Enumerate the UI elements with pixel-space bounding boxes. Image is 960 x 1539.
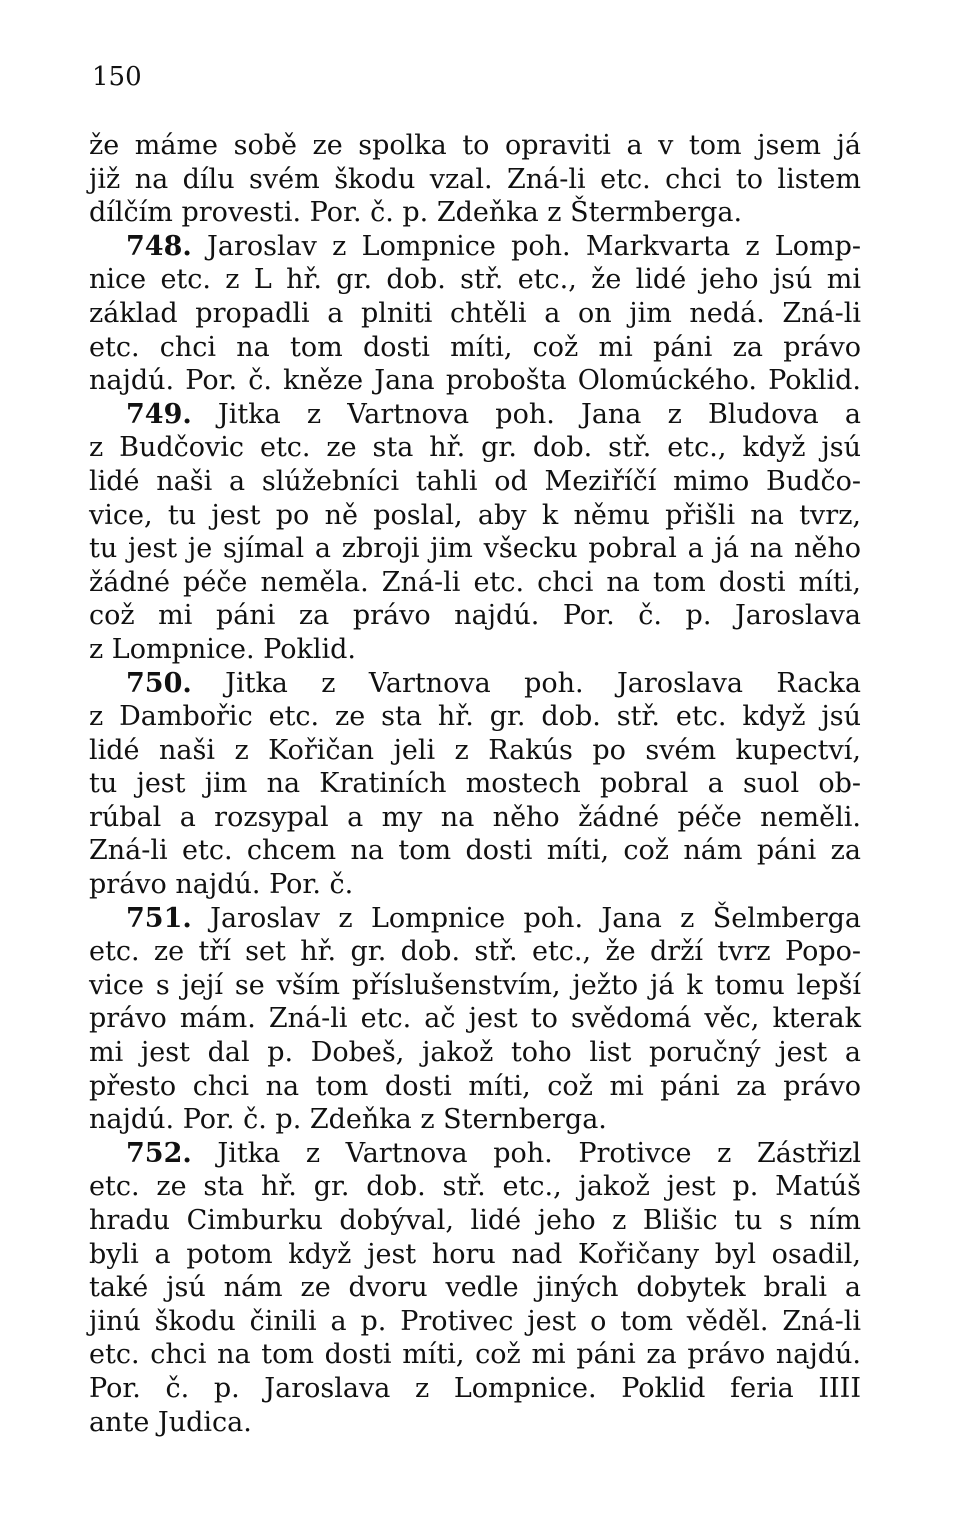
text-line — [89, 1170, 861, 1204]
entry-number: 750. — [126, 667, 192, 699]
line-text: také jsú nám ze dvoru vedle jiných dobytek brali a — [89, 1272, 861, 1304]
line-text: Jitka z Vartnova poh. Protivce z Zástřizl — [191, 1137, 861, 1169]
line-text: že máme sobě ze spolka to opraviti a v tom jsem já — [89, 130, 861, 161]
text-line — [89, 1406, 861, 1440]
line-text: Jaroslav z Lompnice poh. Markvarta z Lomp- — [191, 230, 861, 262]
line-text: již na dílu svém škodu vzal. Zná-li etc. chci to listem — [89, 163, 861, 195]
line-text: lidé naši a slúžebníci tahli od Meziříčí mimo Budčo- — [89, 465, 861, 497]
text-line — [89, 599, 861, 633]
line-text: Jitka z Vartnova poh. Jana z Bludova a — [191, 398, 861, 430]
entry-number: 751. — [126, 902, 192, 934]
line-text: právo mám. Zná-li etc. ač jest to svědomá věc, kterak — [89, 1003, 861, 1035]
line-text: mi jest dal p. Dobeš, jakož toho list poručný jest a — [89, 1037, 861, 1069]
line-text: etc. chci na tom dosti míti, což mi páni za právo — [89, 331, 861, 363]
text-line — [89, 196, 861, 230]
text-line — [89, 532, 861, 566]
entry-number: 749. — [126, 398, 192, 430]
text-line — [89, 364, 861, 398]
line-text: lidé naši z Kořičan jeli z Rakús po svém kupectví, — [89, 734, 861, 766]
text-line — [89, 1103, 861, 1137]
line-text: právo najdú. Por. č. — [89, 869, 354, 901]
text-line — [89, 1002, 861, 1036]
line-text: rúbal a rozsypal a my na něho žádné péče neměli. — [89, 801, 861, 833]
entry-number: 748. — [126, 230, 192, 262]
text-line — [89, 801, 861, 835]
line-text: Por. č. p. Jaroslava z Lompnice. Poklid feria IIII — [89, 1372, 861, 1404]
text-line — [89, 1271, 861, 1305]
text-line — [89, 331, 861, 365]
text-line — [89, 834, 861, 868]
line-text: Jaroslav z Lompnice poh. Jana z Šelmberga — [191, 902, 861, 934]
entry-first-line — [89, 398, 861, 432]
line-text: což mi páni za právo najdú. Por. č. p. Jaroslava — [89, 600, 861, 632]
text-line — [89, 1372, 861, 1406]
line-text: přesto chci na tom dosti míti, což mi páni za právo — [89, 1070, 861, 1102]
text-line — [89, 499, 861, 533]
entry-first-line — [89, 230, 861, 264]
page-number: 150 — [92, 62, 142, 92]
text-line — [89, 1070, 861, 1104]
line-text: nice etc. z L hř. gr. dob. stř. etc., že lidé jeho jsú mi — [89, 264, 861, 296]
text-line — [89, 767, 861, 801]
line-text: etc. chci na tom dosti míti, což mi páni za právo najdú. — [89, 1339, 861, 1371]
entry-first-line — [89, 1137, 861, 1171]
text-line — [89, 1204, 861, 1238]
text-line — [89, 431, 861, 465]
text-line — [89, 297, 861, 331]
line-text: z Lompnice. Poklid. — [89, 633, 356, 665]
text-line — [89, 163, 861, 197]
text-line — [89, 1238, 861, 1272]
line-text: dílčím provesti. Por. č. p. Zdeňka z Štermberga. — [89, 197, 743, 229]
text-line — [89, 465, 861, 499]
line-text: hradu Cimburku dobýval, lidé jeho z Blišic tu s ním — [89, 1205, 861, 1236]
line-text: z Dambořic etc. ze sta hř. gr. dob. stř. etc. když jsú — [89, 701, 861, 733]
text-line — [89, 868, 861, 902]
text-line — [89, 263, 861, 297]
line-text: najdú. Por. č. kněze Jana probošta Olomúckého. Poklid. — [89, 365, 861, 397]
line-text: Jitka z Vartnova poh. Jaroslava Racka — [191, 667, 861, 699]
line-text: byli a potom když jest horu nad Kořičany byl osadil, — [89, 1238, 861, 1270]
text-line — [89, 566, 861, 600]
text-line — [89, 1036, 861, 1070]
text-line — [89, 1305, 861, 1339]
line-text: tu jest jim na Kratiních mostech pobral a suol ob- — [89, 768, 861, 800]
line-text: žádné péče neměla. Zná-li etc. chci na tom dosti míti, — [89, 566, 861, 598]
line-text: vice, tu jest po ně poslal, aby k němu přišli na tvrz, — [89, 499, 861, 531]
line-text: z Budčovic etc. ze sta hř. gr. dob. stř. etc., když jsú — [89, 432, 861, 464]
line-text: jinú škodu činili a p. Protivec jest o tom věděl. Zná-li — [89, 1305, 861, 1337]
line-text: tu jest je sjímal a zbroji jim všecku pobral a já na něho — [89, 533, 861, 565]
entry-first-line — [89, 902, 861, 936]
line-text: základ propadli a plniti chtěli a on jim nedá. Zná-li — [89, 297, 861, 329]
line-text: vice s její se vším příslušenstvím, ježto já k tomu lepší — [89, 969, 861, 1001]
text-line — [89, 734, 861, 768]
text-line — [89, 700, 861, 734]
text-line — [89, 935, 861, 969]
line-text: ante Judica. — [89, 1406, 252, 1438]
entry-first-line — [89, 667, 861, 701]
line-text: najdú. Por. č. p. Zdeňka z Sternberga. — [89, 1104, 607, 1136]
text-line — [89, 969, 861, 1003]
line-text: etc. ze tří set hř. gr. dob. stř. etc., že drží tvrz Popo- — [89, 936, 861, 968]
page-body — [89, 129, 861, 1439]
entry-number: 752. — [126, 1137, 192, 1169]
text-line — [89, 633, 861, 667]
line-text: etc. ze sta hř. gr. dob. stř. etc., jakož jest p. Matúš — [89, 1171, 861, 1203]
line-text: Zná-li etc. chcem na tom dosti míti, což nám páni za — [89, 835, 861, 867]
text-line — [89, 129, 861, 163]
text-line — [89, 1338, 861, 1372]
